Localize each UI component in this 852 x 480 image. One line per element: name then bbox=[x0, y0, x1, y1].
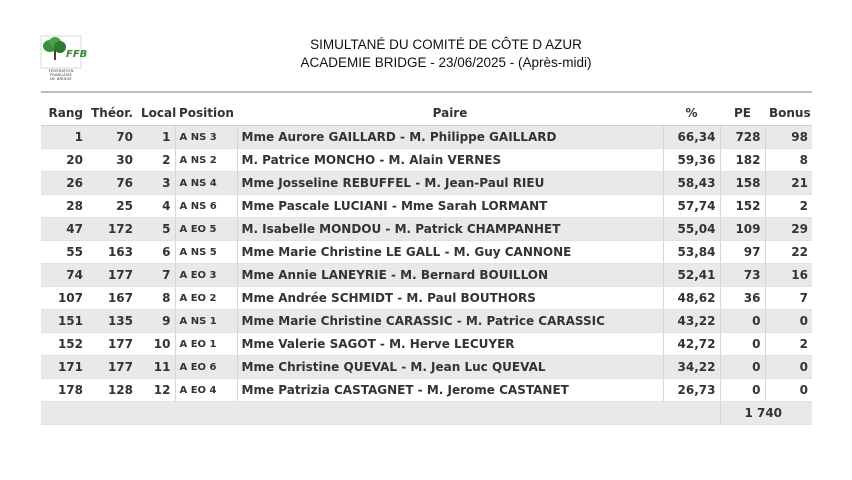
cell-bonus: 22 bbox=[765, 241, 812, 264]
table-row bbox=[41, 241, 812, 264]
cell-percent: 43,22 bbox=[663, 310, 720, 333]
cell-local: 1 bbox=[137, 126, 175, 149]
cell-bonus: 98 bbox=[765, 126, 812, 149]
cell-pe: 0 bbox=[720, 379, 765, 402]
cell-position: A EO 2 bbox=[175, 287, 237, 310]
table-row bbox=[41, 379, 812, 402]
cell-paire: Mme Aurore GAILLARD - M. Philippe GAILLARD bbox=[237, 126, 663, 149]
cell-rang: 1 bbox=[41, 126, 87, 149]
cell-rang: 171 bbox=[41, 356, 87, 379]
cell-local: 3 bbox=[137, 172, 175, 195]
cell-rang: 107 bbox=[41, 287, 87, 310]
cell-percent: 26,73 bbox=[663, 379, 720, 402]
cell-percent: 34,22 bbox=[663, 356, 720, 379]
table-row bbox=[41, 333, 812, 356]
cell-rang: 151 bbox=[41, 310, 87, 333]
cell-pe: 36 bbox=[720, 287, 765, 310]
cell-paire: Mme Josseline REBUFFEL - M. Jean-Paul RIEU bbox=[237, 172, 663, 195]
logo-letters: FFB bbox=[66, 49, 88, 60]
cell-theor: 163 bbox=[87, 241, 137, 264]
cell-local: 11 bbox=[137, 356, 175, 379]
cell-local: 6 bbox=[137, 241, 175, 264]
cell-pe: 97 bbox=[720, 241, 765, 264]
cell-theor: 177 bbox=[87, 356, 137, 379]
results-body bbox=[41, 126, 812, 402]
cell-paire: Mme Marie Christine CARASSIC - M. Patrice CARASSIC bbox=[237, 310, 663, 333]
cell-position: A NS 1 bbox=[175, 310, 237, 333]
cell-percent: 52,41 bbox=[663, 264, 720, 287]
cell-paire: M. Patrice MONCHO - M. Alain VERNES bbox=[237, 149, 663, 172]
cell-bonus: 21 bbox=[765, 172, 812, 195]
cell-theor: 25 bbox=[87, 195, 137, 218]
cell-rang: 20 bbox=[41, 149, 87, 172]
cell-percent: 58,43 bbox=[663, 172, 720, 195]
cell-percent: 57,74 bbox=[663, 195, 720, 218]
cell-bonus: 2 bbox=[765, 333, 812, 356]
total-pe: 1 740 bbox=[720, 402, 812, 425]
cell-pe: 109 bbox=[720, 218, 765, 241]
cell-position: A NS 4 bbox=[175, 172, 237, 195]
cell-position: A NS 6 bbox=[175, 195, 237, 218]
cell-position: A NS 2 bbox=[175, 149, 237, 172]
cell-pe: 0 bbox=[720, 333, 765, 356]
cell-position: A EO 6 bbox=[175, 356, 237, 379]
table-row bbox=[41, 195, 812, 218]
cell-rang: 74 bbox=[41, 264, 87, 287]
cell-paire: Mme Pascale LUCIANI - Mme Sarah LORMANT bbox=[237, 195, 663, 218]
cell-bonus: 8 bbox=[765, 149, 812, 172]
cell-paire: Mme Marie Christine LE GALL - M. Guy CANNONE bbox=[237, 241, 663, 264]
cell-rang: 178 bbox=[41, 379, 87, 402]
cell-rang: 47 bbox=[41, 218, 87, 241]
cell-bonus: 0 bbox=[765, 356, 812, 379]
cell-position: A EO 1 bbox=[175, 333, 237, 356]
cell-percent: 66,34 bbox=[663, 126, 720, 149]
cell-theor: 135 bbox=[87, 310, 137, 333]
cell-local: 5 bbox=[137, 218, 175, 241]
cell-pe: 152 bbox=[720, 195, 765, 218]
event-title: SIMULTANÉ DU COMITÉ DE CÔTE D AZUR bbox=[310, 37, 582, 52]
table-row bbox=[41, 149, 812, 172]
cell-theor: 128 bbox=[87, 379, 137, 402]
cell-pe: 0 bbox=[720, 356, 765, 379]
cell-theor: 172 bbox=[87, 218, 137, 241]
cell-bonus: 0 bbox=[765, 310, 812, 333]
col-theor: Théor. bbox=[87, 101, 137, 126]
cell-bonus: 7 bbox=[765, 287, 812, 310]
col-position: Position bbox=[175, 101, 237, 126]
cell-bonus: 16 bbox=[765, 264, 812, 287]
cell-theor: 76 bbox=[87, 172, 137, 195]
cell-pe: 158 bbox=[720, 172, 765, 195]
cell-local: 4 bbox=[137, 195, 175, 218]
table-row bbox=[41, 287, 812, 310]
table-row bbox=[41, 126, 812, 149]
cell-bonus: 2 bbox=[765, 195, 812, 218]
table-row bbox=[41, 172, 812, 195]
cell-position: A EO 3 bbox=[175, 264, 237, 287]
cell-theor: 70 bbox=[87, 126, 137, 149]
cell-paire: Mme Valerie SAGOT - M. Herve LECUYER bbox=[237, 333, 663, 356]
cell-rang: 152 bbox=[41, 333, 87, 356]
table-header-row bbox=[41, 101, 812, 126]
cell-percent: 48,62 bbox=[663, 287, 720, 310]
cell-pe: 182 bbox=[720, 149, 765, 172]
cell-theor: 177 bbox=[87, 333, 137, 356]
col-percent: % bbox=[663, 101, 720, 126]
cell-local: 2 bbox=[137, 149, 175, 172]
page-header bbox=[200, 36, 692, 72]
table-row bbox=[41, 264, 812, 287]
col-bonus: Bonus bbox=[765, 101, 812, 126]
col-paire: Paire bbox=[237, 101, 663, 126]
cell-position: A NS 3 bbox=[175, 126, 237, 149]
cell-position: A NS 5 bbox=[175, 241, 237, 264]
ffb-logo-icon bbox=[40, 35, 88, 69]
cell-rang: 28 bbox=[41, 195, 87, 218]
cell-paire: Mme Annie LANEYRIE - M. Bernard BOUILLON bbox=[237, 264, 663, 287]
event-subtitle: ACADEMIE BRIDGE - 23/06/2025 - (Après-midi) bbox=[300, 55, 592, 70]
cell-local: 8 bbox=[137, 287, 175, 310]
table-row bbox=[41, 310, 812, 333]
table-row bbox=[41, 218, 812, 241]
cell-rang: 26 bbox=[41, 172, 87, 195]
table-row bbox=[41, 356, 812, 379]
col-pe: PE bbox=[720, 101, 765, 126]
cell-percent: 55,04 bbox=[663, 218, 720, 241]
cell-pe: 0 bbox=[720, 310, 765, 333]
cell-pe: 728 bbox=[720, 126, 765, 149]
cell-rang: 55 bbox=[41, 241, 87, 264]
cell-local: 12 bbox=[137, 379, 175, 402]
cell-position: A EO 5 bbox=[175, 218, 237, 241]
cell-percent: 42,72 bbox=[663, 333, 720, 356]
col-rang: Rang bbox=[41, 101, 87, 126]
col-local: Local bbox=[137, 101, 175, 126]
logo-caption: FÉDÉRATION FRANÇAISE DE BRIDGE bbox=[48, 69, 74, 81]
cell-theor: 167 bbox=[87, 287, 137, 310]
cell-paire: Mme Christine QUEVAL - M. Jean Luc QUEVAL bbox=[237, 356, 663, 379]
ffb-logo bbox=[40, 35, 88, 85]
cell-paire: Mme Patrizia CASTAGNET - M. Jerome CASTANET bbox=[237, 379, 663, 402]
cell-local: 7 bbox=[137, 264, 175, 287]
cell-paire: M. Isabelle MONDOU - M. Patrick CHAMPANHET bbox=[237, 218, 663, 241]
cell-local: 10 bbox=[137, 333, 175, 356]
results-table bbox=[41, 101, 812, 425]
cell-local: 9 bbox=[137, 310, 175, 333]
cell-theor: 177 bbox=[87, 264, 137, 287]
cell-bonus: 29 bbox=[765, 218, 812, 241]
cell-percent: 53,84 bbox=[663, 241, 720, 264]
cell-paire: Mme Andrée SCHMIDT - M. Paul BOUTHORS bbox=[237, 287, 663, 310]
cell-theor: 30 bbox=[87, 149, 137, 172]
cell-pe: 73 bbox=[720, 264, 765, 287]
header-divider bbox=[41, 91, 812, 93]
cell-bonus: 0 bbox=[765, 379, 812, 402]
cell-percent: 59,36 bbox=[663, 149, 720, 172]
cell-position: A EO 4 bbox=[175, 379, 237, 402]
total-row bbox=[41, 402, 812, 425]
